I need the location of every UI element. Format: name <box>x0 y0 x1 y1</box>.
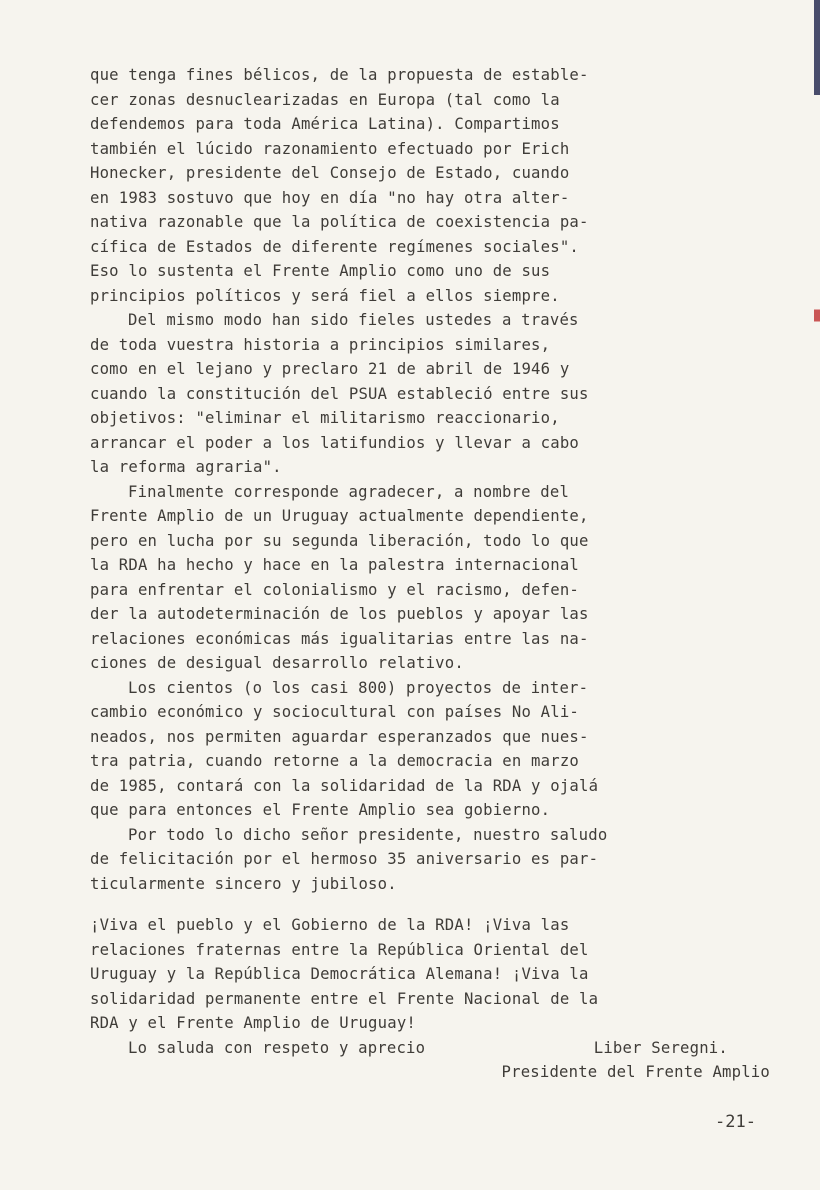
paragraph-gap <box>90 896 720 913</box>
text-line: ticularmente sincero y jubiloso. <box>90 874 397 893</box>
signer-title: Presidente del Frente Amplio <box>501 1063 770 1081</box>
text-line: neados, nos permiten aguardar esperanzados que nues- <box>90 727 589 746</box>
paragraph <box>90 63 720 308</box>
closing-line: Uruguay y la República Democrática Alemana! ¡Viva la <box>90 965 589 983</box>
text-line: también el lúcido razonamiento efectuado por Erich <box>90 139 570 158</box>
paragraph <box>90 308 720 480</box>
body-text <box>90 63 770 1085</box>
text-line: Los cientos (o los casi 800) proyectos de inter- <box>128 678 589 697</box>
paragraph <box>90 676 720 823</box>
text-line: cer zonas desnuclearizadas en Europa (tal como la <box>90 90 560 109</box>
closing-line: ¡Viva el pueblo y el Gobierno de la RDA! ¡Viva las <box>90 916 570 934</box>
text-line: cuando la constitución del PSUA estableció entre sus <box>90 384 589 403</box>
text-line: pero en lucha por su segunda liberación, todo lo que <box>90 531 589 550</box>
text-line: ciones de desigual desarrollo relativo. <box>90 654 464 672</box>
text-line: objetivos: "eliminar el militarismo reaccionario, <box>90 409 560 427</box>
text-line: que tenga fines bélicos, de la propuesta de estable- <box>90 66 589 84</box>
closing-line: relaciones fraternas entre la República Oriental del <box>90 940 589 959</box>
text-line: Honecker, presidente del Consejo de Estado, cuando <box>90 164 570 182</box>
text-line: nativa razonable que la política de coexistencia pa- <box>90 213 589 231</box>
text-line: como en el lejano y preclaro 21 de abril de 1946 y <box>90 360 570 378</box>
signer-name: Liber Seregni. <box>593 1038 728 1057</box>
text-line: tra patria, cuando retorne a la democracia en marzo <box>90 752 579 770</box>
closing-line: solidaridad permanente entre el Frente Nacional de la <box>90 989 599 1008</box>
text-line: Frente Amplio de un Uruguay actualmente dependiente, <box>90 507 589 525</box>
text-line: para enfrentar el colonialismo y el racismo, defen- <box>90 580 579 599</box>
text-line: Finalmente corresponde agradecer, a nombre del <box>128 482 570 501</box>
closing-line: RDA y el Frente Amplio de Uruguay! <box>90 1014 416 1032</box>
text-line: der la autodeterminación de los pueblos y apoyar las <box>90 605 589 623</box>
paragraph-list <box>90 63 720 896</box>
salutation-text: Lo saluda con respeto y aprecio <box>128 1038 426 1057</box>
text-line: cambio económico y sociocultural con países No Ali- <box>90 703 579 721</box>
text-line: relaciones económicas más igualitarias entre las na- <box>90 629 589 648</box>
page-edge-bleed <box>814 0 820 1190</box>
text-line: Del mismo modo han sido fieles ustedes a través <box>128 311 579 329</box>
text-line: la RDA ha hecho y hace en la palestra internacional <box>90 556 579 574</box>
text-line: la reforma agraria". <box>90 458 282 476</box>
text-line: en 1983 sostuvo que hoy en día "no hay otra alter- <box>90 188 570 207</box>
text-line: de toda vuestra historia a principios similares, <box>90 335 551 354</box>
paragraph <box>90 823 720 897</box>
text-line: de felicitación por el hermoso 35 aniversario es par- <box>90 850 599 868</box>
paragraph <box>90 480 720 676</box>
text-line: Eso lo sustenta el Frente Amplio como uno de sus <box>90 262 551 280</box>
page-number: -21- <box>715 1112 756 1132</box>
text-line: de 1985, contará con la solidaridad de la RDA y ojalá <box>90 776 599 795</box>
text-line: que para entonces el Frente Amplio sea gobierno. <box>90 801 551 819</box>
closing-exclamations <box>90 913 720 1036</box>
text-line: cífica de Estados de diferente regímenes sociales". <box>90 237 579 256</box>
text-line: defendemos para toda América Latina). Compartimos <box>90 115 560 133</box>
signature-line <box>90 1036 740 1061</box>
text-line: principios políticos y será fiel a ellos siempre. <box>90 286 560 305</box>
text-line: Por todo lo dicho señor presidente, nuestro saludo <box>128 825 608 844</box>
text-line: arrancar el poder a los latifundios y llevar a cabo <box>90 433 579 452</box>
